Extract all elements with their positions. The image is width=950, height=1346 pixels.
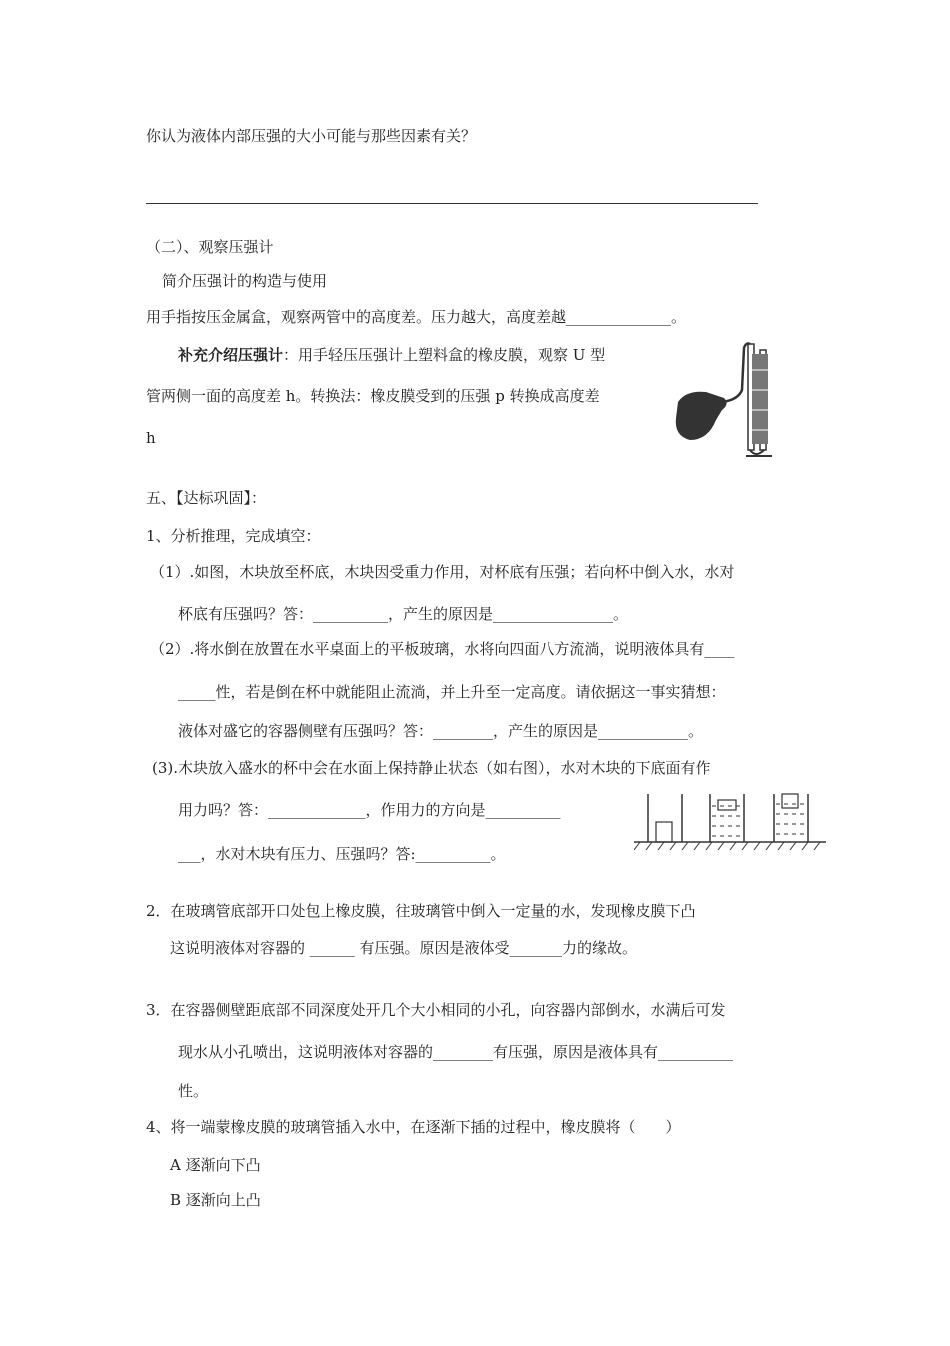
question-1-3-line-2: 用力吗？答：_____________，作用力的方向是__________ xyxy=(178,801,561,819)
supplement-line-1 xyxy=(178,345,605,365)
section-2-subtitle: 简介压强计的构造与使用 xyxy=(162,272,328,290)
question-1-3-line-3: ___，水对木块有压力、压强吗？答:__________。 xyxy=(178,845,506,863)
question-4-option-a: A 逐渐向下凸 xyxy=(170,1156,261,1174)
question-1-2-line-3: 液体对盛它的容器侧壁有压强吗？答：________，产生的原因是____________。 xyxy=(178,722,704,740)
section-2-title: （二）、观察压强计 xyxy=(146,238,274,256)
question-2-line-2: 这说明液体对容器的 ______ 有压强。原因是液体受_______力的缘故。 xyxy=(170,939,638,957)
question-1-title: 1、分析推理，完成填空： xyxy=(146,527,321,545)
supplement-heading: 补充介绍压强计 xyxy=(178,346,284,364)
question-3-line-1: 3．在容器侧壁距底部不同深度处开几个大小相同的小孔，向容器内部倒水，水满后可发 xyxy=(146,1001,726,1019)
section-5-title: 五、【达标巩固】： xyxy=(146,489,267,507)
supplement-text: ：用手轻压压强计上塑料盒的橡皮膜，观察 U 型 xyxy=(283,346,606,364)
question-1-1-line-1: （1）.如图，木块放至杯底，木块因受重力作用，对杯底有压强；若向杯中倒入水，水对 xyxy=(150,563,735,581)
answer-line xyxy=(146,203,758,204)
question-intro: 你认为液体内部压强的大小可能与那些因素有关？ xyxy=(146,127,477,145)
supplement-line-2: 管两侧一面的高度差 h。转换法：橡皮膜受到的压强 p 转换成高度差 xyxy=(146,387,600,405)
question-4-text: 4、将一端蒙橡皮膜的玻璃管插入水中，在逐渐下插的过程中，橡皮膜将（ ） xyxy=(146,1118,681,1136)
question-1-2-line-2: _____性，若是倒在杯中就能阻止流淌，并上升至一定高度。请依据这一事实猜想： xyxy=(178,683,726,701)
question-1-1-line-2: 杯底有压强吗？答：__________，产生的原因是________________。 xyxy=(178,605,629,623)
question-1-2-line-1: （2）.将水倒在放置在水平桌面上的平板玻璃，水将向四面八方流淌，说明液体具有____ xyxy=(150,640,735,658)
section-2-text: 用手指按压金属盒，观察两管中的高度差。压力越大，高度差越______________。 xyxy=(146,308,687,326)
question-3-line-2: 现水从小孔喷出，这说明液体对容器的________有压强，原因是液体具有__________ xyxy=(178,1043,734,1061)
question-2-line-1: 2．在玻璃管底部开口处包上橡皮膜，往玻璃管中倒入一定量的水，发现橡皮膜下凸 xyxy=(146,902,696,920)
question-1-3-line-1: (3).木块放入盛水的杯中会在水面上保持静止状态（如右图），水对木块的下底面有作 xyxy=(152,759,711,777)
question-3-line-3: 性。 xyxy=(178,1082,209,1100)
cups-with-block-illustration xyxy=(634,790,826,854)
supplement-line-3: h xyxy=(146,429,156,447)
question-4-option-b: B 逐渐向上凸 xyxy=(170,1191,261,1209)
pressure-gauge-illustration xyxy=(672,340,784,460)
